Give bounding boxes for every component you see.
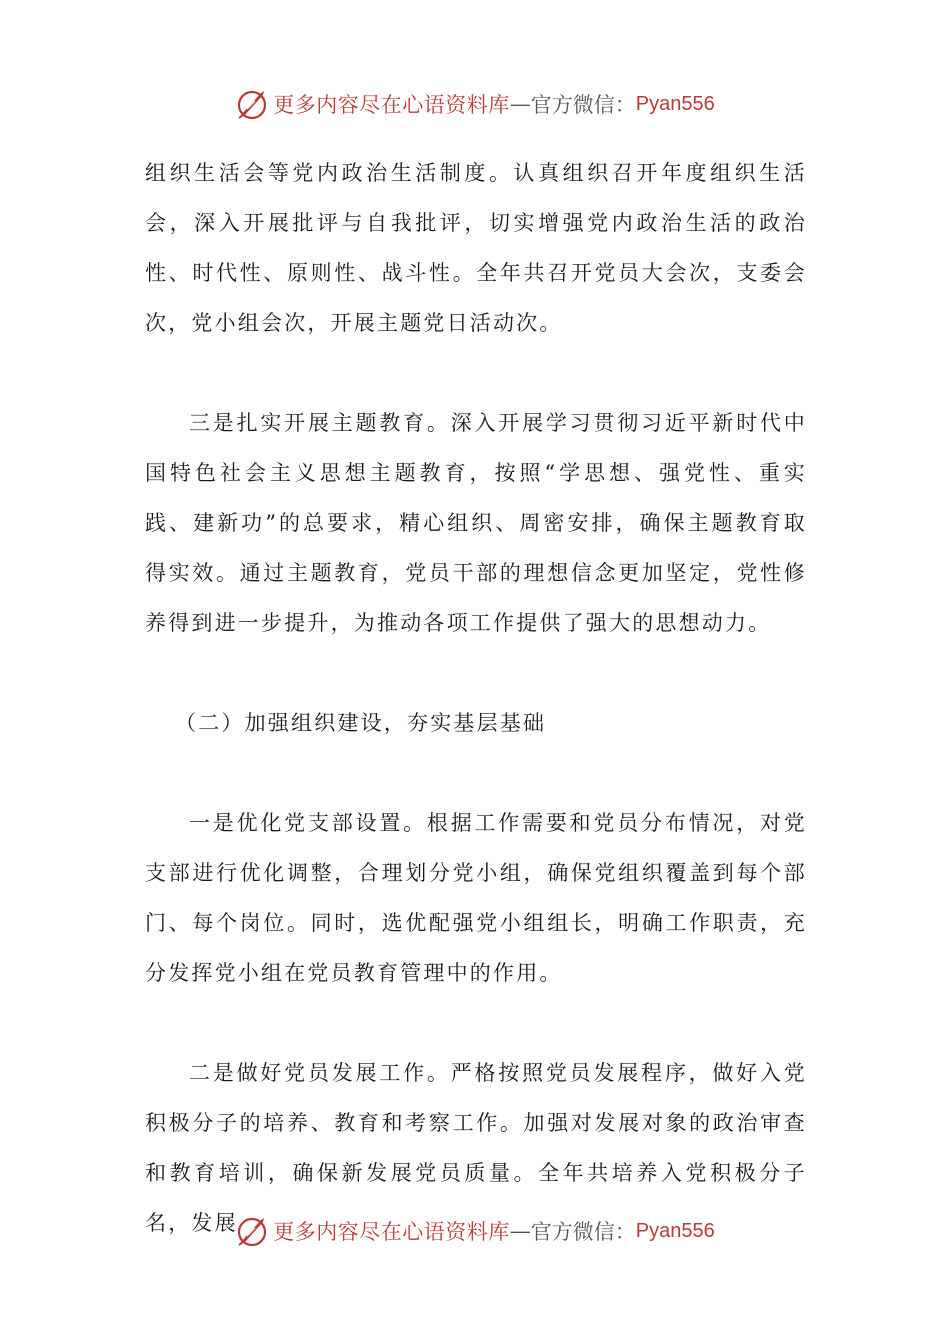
- paragraph-2: 三是扎实开展主题教育。深入开展学习贯彻习近平新时代中国特色社会主义思想主题教育，按照“学思想、强党性、重实践、建新功”的总要求，精心组织、周密安排，确保主题教育取得实效。通过主题教育，党员干部的理想信念更加坚定，党性修养得到进一步提升，为推动各项工作提供了强大的思想动力。: [145, 411, 807, 635]
- banner-slogan: 更多内容尽在心语资料库: [273, 93, 510, 117]
- paragraph-gap: [145, 648, 807, 698]
- paragraph-4: 二是做好党员发展工作。严格按照党员发展程序，做好入党积极分子的培养、教育和考察工作。加强对发展对象的政治审查和教育培训，确保新发展党员质量。全年共培养入党积极分子名，发展: [145, 1061, 807, 1235]
- quill-logo-icon: [235, 87, 269, 121]
- paragraph-gap: [145, 998, 807, 1048]
- paragraph-gap: [145, 748, 807, 798]
- banner-wechat-label: 官方微信：: [530, 93, 636, 117]
- section-heading: （二）加强组织建设，夯实基层基础: [175, 711, 547, 735]
- footer-banner: [0, 1211, 950, 1251]
- banner-dash: —: [509, 1219, 531, 1243]
- paragraph-gap: [145, 348, 807, 398]
- banner-wechat-id: Pyan556: [635, 1219, 715, 1242]
- paragraph-3: 一是优化党支部设置。根据工作需要和党员分布情况，对党支部进行优化调整，合理划分党小组，确保党组织覆盖到每个部门、每个岗位。同时，选优配强党小组组长，明确工作职责，充分发挥党小组在党员教育管理中的作用。: [145, 811, 807, 985]
- banner-wechat-id: Pyan556: [635, 92, 715, 115]
- quill-logo-icon: [235, 1214, 269, 1248]
- banner-dash: —: [509, 92, 531, 116]
- header-banner: [0, 84, 950, 124]
- document-body: [145, 148, 807, 1248]
- paragraph-1: 组织生活会等党内政治生活制度。认真组织召开年度组织生活会，深入开展批评与自我批评，切实增强党内政治生活的政治性、时代性、原则性、战斗性。全年共召开党员大会次，支委会次，党小组会次，开展主题党日活动次。: [145, 161, 807, 335]
- banner-wechat-label: 官方微信：: [530, 1220, 636, 1244]
- banner-slogan: 更多内容尽在心语资料库: [273, 1220, 510, 1244]
